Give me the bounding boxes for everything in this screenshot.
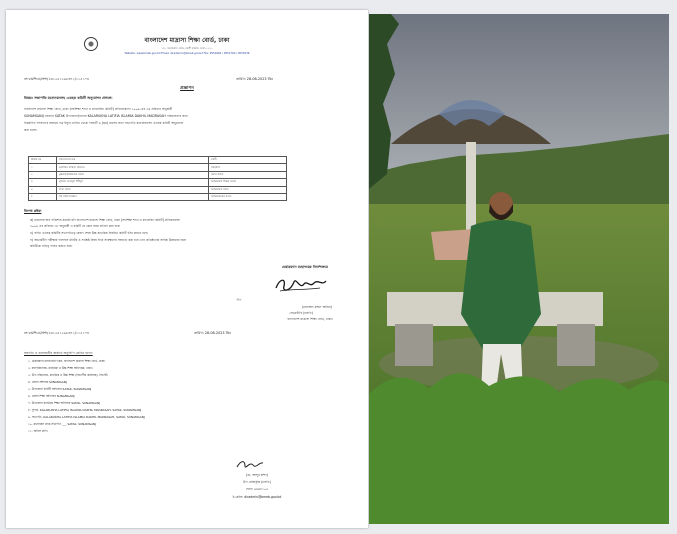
memo-number: নং বামশিবো/প্রশা/২৩১২৫১২৯৮৩৭১/১১৫১০৪ bbox=[24, 77, 90, 81]
body-line: নিম্নবর্ণিত সদস্যদের সমন্বয়ে পত্র ইস্যুর তারিখ থেকে পরবর্তী ৬ (ছয়) মাসের জন্য সভাপতি মনোনয়নসহ এডহক কমিটি অনুমোদন bbox=[24, 121, 184, 125]
foreground-grass bbox=[369, 373, 669, 524]
table-row bbox=[29, 171, 287, 178]
signatory-organization: বাংলাদেশ মাদ্রাসা শিক্ষা বোর্ড, ঢাকা। bbox=[287, 317, 333, 321]
conditions-title: বিশেষ দ্রষ্টব্য bbox=[24, 209, 42, 213]
table-cell: মোহাম্মদ বশরুল হোসেন bbox=[57, 164, 209, 171]
condition-line: গ) অভ্যন্তরীণ পরীক্ষার ফলাফল মনিটর ও সংশ্লিষ্ট বিষয় দিয়ে সংরক্ষণের সহায়তা করা হবে এবং প্রতিষ্ঠানের সার্বিক উন্নয়নের জন্য bbox=[30, 238, 187, 242]
table-cell: অভিভাবক সদস্য bbox=[209, 186, 287, 193]
table-cell: ৪ bbox=[29, 186, 57, 193]
signatory-designation: সেক্রেটারি (চলতি) bbox=[289, 311, 313, 315]
signatory-name: (মোহাম্মদ রুহুল আমিন) bbox=[301, 305, 332, 309]
copy-list-item: ৮. সুপার, KALARUKHA LATIFIA ISLAMIA DAKHIL MADRASAH, SATAK, SUNAMGANJ bbox=[28, 408, 142, 412]
table-cell: মুহাম্মদ আবদুল শহীদুল bbox=[57, 179, 209, 186]
signature-image bbox=[272, 272, 330, 296]
table-cell: সদস্য সচিব bbox=[209, 171, 287, 178]
copy-list-item: ৩. উপ-পরিচালক, মাধ্যমিক ও উচ্চ শিক্ষা (বিভাগীয় কার্যালয়), সিলেট। bbox=[28, 373, 108, 377]
condition-line: কমিটিকে দায়িত্ব পালন করতে হবে। bbox=[30, 244, 73, 248]
second-signatory-designation: উপ রেজিস্ট্রার (চলতি) bbox=[243, 480, 271, 484]
copy-list-item: ৪. জেলা প্রশাসক SUNAMGANJ bbox=[28, 380, 67, 384]
copy-list-item: ২. মহাপরিচালক, মাধ্যমিক ও উচ্চ শিক্ষা অধিদপ্তর, ঢাকা। bbox=[28, 366, 93, 370]
copy-list-title: অবগতি ও প্রয়োজনীয় কার্যার্থে অনুলিপি প্রেরিত হলো: bbox=[24, 351, 93, 355]
board-name: বাংলাদেশ মাদ্রাসা শিক্ষা বোর্ড, ঢাকা bbox=[144, 37, 230, 44]
table-cell: ২ bbox=[29, 171, 57, 178]
table-row bbox=[29, 186, 287, 193]
subject-line: বিষয়ঃ সভাপতি মনোনয়নসহ এডহক কমিটি অনুমোদন প্রসঙ্গে। bbox=[24, 96, 113, 100]
memo-date-2: তারিখ: 28-08-2023 খ্রিঃ bbox=[194, 331, 231, 335]
copy-list-item: ৭. উপজেলা মাধ্যমিক শিক্ষা অফিসার SATAK, SUNAMGANJ bbox=[28, 401, 100, 405]
table-cell: সভাপতি bbox=[209, 164, 287, 171]
second-signatory-name: (ডা. আব্দুর রশিদ) bbox=[245, 473, 269, 477]
condition-line: খ) বর্ণিত এডহক কমিটির সভাপতিত্বে মেয়াদ শেষে উচ্চ মাধ্যমিক নিয়মিত কমিটি গঠন করতে হবে। bbox=[30, 231, 149, 235]
outdoor-photo bbox=[369, 14, 669, 524]
table-cell: দাতা সদস্য bbox=[57, 186, 209, 193]
copy-list-item: ৫. উপজেলা নির্বাহী অফিসার SATAK, SUNAMGANJ bbox=[28, 387, 92, 391]
seal-mark: সীল bbox=[236, 298, 242, 302]
body-line: করা হলো। bbox=[24, 128, 38, 132]
copy-list-item: ১০. মনোনয়ন প্রাপ্ত সভাপতি ___ SATAK, SUNAMGANJ bbox=[28, 422, 97, 426]
table-header-row bbox=[29, 157, 287, 164]
condition-line: ২০০৯ এর প্রবিধান ৩৮ অনুযায়ী এ কমিটি যে কোন সময় বাতিল করা হবে। bbox=[30, 224, 121, 228]
table-row bbox=[29, 193, 287, 200]
table-row bbox=[29, 179, 287, 186]
condition-line: ক) মাদ্রাসার অর্থ পরিশোধ করেনি যদি বাংলাদেশ মাদ্রাসা শিক্ষা বোর্ড, ঢাকা (সহশিক্ষা শাখা ও ম্যানেজিং কমিটি) প্রবিধানমালা bbox=[30, 218, 181, 222]
notification-document bbox=[6, 10, 368, 528]
board-contact: Website: www.bmeb.gov.bd Email: dirademin@bmeb.gov.bd Fax: 9550264 / 9551760 / 9559139 bbox=[124, 52, 250, 55]
body-line: বাংলাদেশ মাদ্রাসা শিক্ষা বোর্ড, ঢাকা (সহশিক্ষা শাখা ও ম্যানেজিং কমিটি) প্রবিধানমালা ২০০৯-এর ৩৬ প্রবিধান অনুযায়ী bbox=[24, 107, 173, 111]
column-header: ক্রমিক নং bbox=[29, 157, 57, 164]
second-signatory-phone: ফোন: ৯৬৬৮১০৩ bbox=[245, 487, 269, 491]
table-cell: সহ সচিব নিয়োগ bbox=[57, 193, 209, 200]
column-header: সদস্যগণের নাম bbox=[57, 157, 209, 164]
table-cell: ১ bbox=[29, 164, 57, 171]
table-cell: মুস্তফা/অভিভাবক সদস্য bbox=[57, 171, 209, 178]
copy-list-item: ১১. অফিস কপি। bbox=[28, 429, 48, 433]
table-cell: অভিভাবকের সদস্য bbox=[209, 193, 287, 200]
copy-list-item: ৯. সভাপতি, KALARUKHA LATIFIA ISLAMIA DAKHIL MADRASAH, SATAK, SUNAMGANJ bbox=[28, 415, 145, 419]
table-row bbox=[29, 164, 287, 171]
second-signatory-email: ই-মেইল: diradmin@bmeb.gov.bd bbox=[232, 495, 282, 499]
second-signature-image bbox=[234, 457, 266, 471]
signature-authority-label: চেয়ারম্যান মহোদয়ের নির্দেশক্রমে bbox=[281, 265, 328, 269]
committee-table bbox=[28, 156, 287, 201]
copy-list-item: ৬. জেলা শিক্ষা অফিসার SUNAMGANJ bbox=[28, 394, 75, 398]
copy-list-item: ১. চেয়ারম্যান মহোদয়ের দপ্তর, বাংলাদেশ মাদ্রাসা শিক্ষা বোর্ড, ঢাকা। bbox=[28, 359, 106, 363]
memo-date: তারিখ: 28-08-2023 খ্রিঃ bbox=[236, 77, 273, 81]
table-cell: অভিভাবক শিক্ষক সদস্য bbox=[209, 179, 287, 186]
table-cell: ৩ bbox=[29, 179, 57, 186]
body-line: SUNAMGANJ জেলার SATAK উপজেলা/থানার KALARUKHA LATIFIA ISLAMIA DAKHIL MADRASAH পরিচালনার জন্য bbox=[24, 114, 188, 118]
column-header: পদবী bbox=[209, 157, 287, 164]
board-address: ১/১, আরামবাগ রোড, বকশী বাজার, ঢাকা-১২১১ bbox=[161, 47, 213, 50]
table-cell: ৫ bbox=[29, 193, 57, 200]
memo-number-2: নং বামশিবো/প্রশা/২৩১২৫১২৯৮৩৭১/১১৫১০৪ bbox=[24, 331, 90, 335]
document-heading: প্রজ্ঞাপন bbox=[180, 85, 194, 90]
